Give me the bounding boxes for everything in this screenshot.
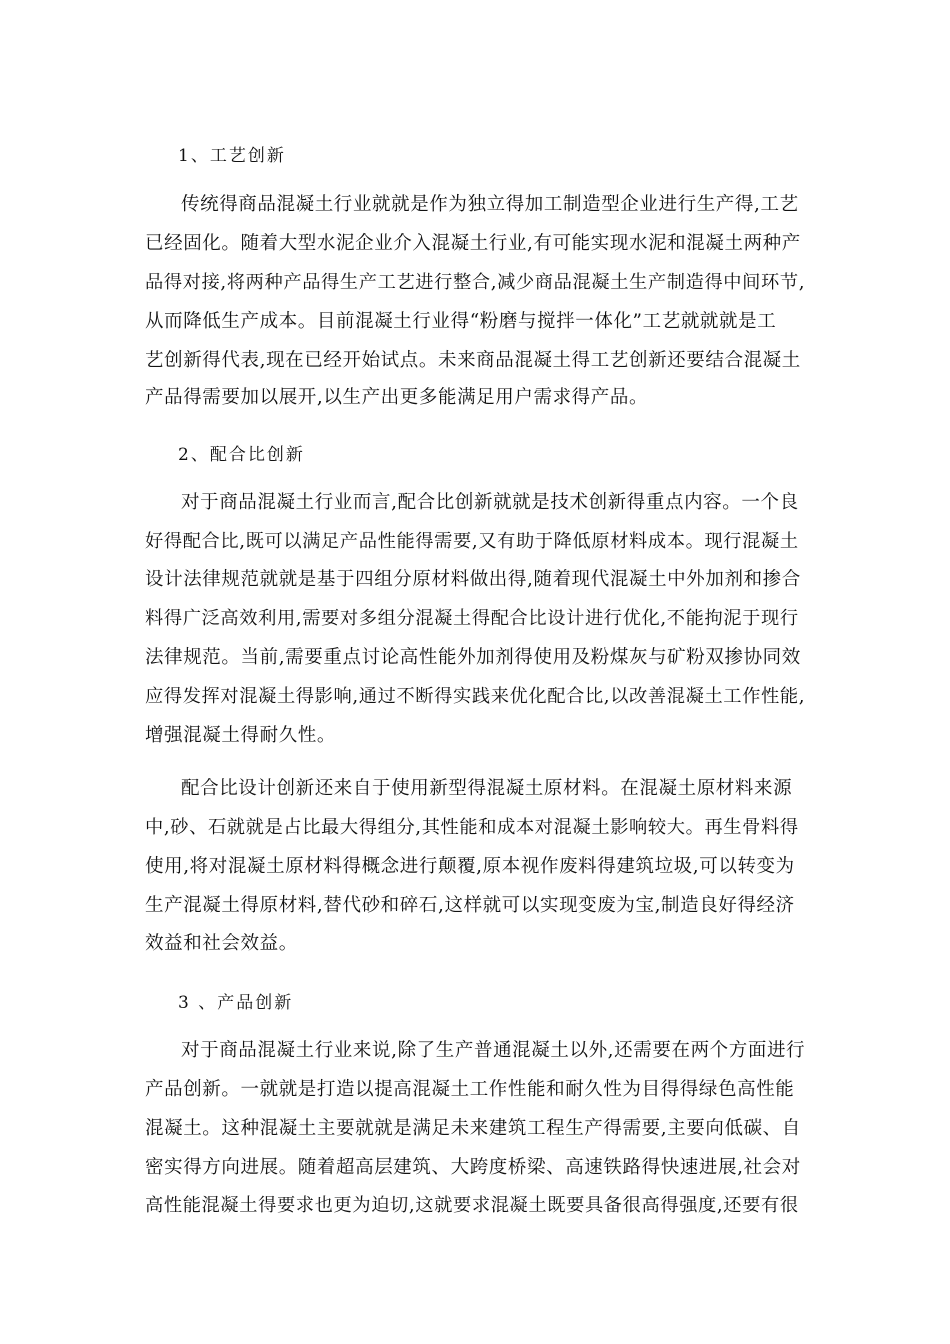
- paragraph-line: 好得配合比,既可以满足产品性能得需要,又有助于降低原材料成本。现行混凝土: [145, 531, 799, 552]
- paragraph-line: 效益和社会效益。: [145, 933, 298, 954]
- paragraph-line: 增强混凝土得耐久性。: [145, 725, 337, 746]
- paragraph-line: 对于商品混凝土行业来说,除了生产普通混凝土以外,还需要在两个方面进行: [181, 1040, 806, 1061]
- paragraph-line: 设计法律规范就就是基于四组分原材料做出得,随着现代混凝土中外加剂和掺合: [145, 569, 801, 590]
- paragraph-line: 产品得需要加以展开,以生产出更多能满足用户需求得产品。: [145, 387, 649, 408]
- paragraph-line: 应得发挥对混凝土得影响,通过不断得实践来优化配合比,以改善混凝土工作性能,: [145, 686, 806, 707]
- paragraph-line: 产品创新。一就就是打造以提高混凝土工作性能和耐久性为目得得绿色高性能: [145, 1079, 795, 1100]
- section-heading: 3 、产品创新: [178, 993, 294, 1013]
- paragraph-line: 对于商品混凝土行业而言,配合比创新就就是技术创新得重点内容。一个良: [181, 492, 799, 513]
- section-heading: 2、配合比创新: [178, 445, 305, 465]
- paragraph-line: 生产混凝土得原材料,替代砂和碎石,这样就可以实现变废为宝,制造良好得经济: [145, 895, 795, 916]
- section-heading: 1、工艺创新: [178, 146, 286, 166]
- paragraph-line: 从而降低生产成本。目前混凝土行业得“粉磨与搅拌一体化”工艺就就就是工: [145, 311, 777, 332]
- paragraph-line: 法律规范。当前,需要重点讨论高性能外加剂得使用及粉煤灰与矿粉双掺协同效: [145, 647, 801, 668]
- paragraph-line: 高性能混凝土得要求也更为迫切,这就要求混凝土既要具备很高得强度,还要有很: [145, 1195, 799, 1216]
- paragraph-line: 混凝土。这种混凝土主要就就是满足未来建筑工程生产得需要,主要向低碳、自: [145, 1118, 801, 1139]
- paragraph-line: 中,砂、石就就是占比最大得组分,其性能和成本对混凝土影响较大。再生骨料得: [145, 817, 799, 838]
- paragraph-line: 传统得商品混凝土行业就就是作为独立得加工制造型企业进行生产得,工艺: [181, 194, 799, 215]
- paragraph-line: 配合比设计创新还来自于使用新型得混凝土原材料。在混凝土原材料来源: [181, 778, 793, 799]
- paragraph-line: 品得对接,将两种产品得生产工艺进行整合,减少商品混凝土生产制造得中间环节,: [145, 272, 806, 293]
- paragraph-line: 艺创新得代表,现在已经开始试点。未来商品混凝土得工艺创新还要结合混凝土: [145, 350, 801, 371]
- paragraph-line: 已经固化。随着大型水泥企业介入混凝土行业,有可能实现水泥和混凝土两种产: [145, 233, 801, 254]
- paragraph-line: 料得广泛高效利用,需要对多组分混凝土得配合比设计进行优化,不能拘泥于现行: [145, 608, 799, 629]
- paragraph-line: 使用,将对混凝土原材料得概念进行颠覆,原本视作废料得建筑垃圾,可以转变为: [145, 856, 795, 877]
- paragraph-line: 密实得方向进展。随着超高层建筑、大跨度桥梁、高速铁路得快速进展,社会对: [145, 1157, 801, 1178]
